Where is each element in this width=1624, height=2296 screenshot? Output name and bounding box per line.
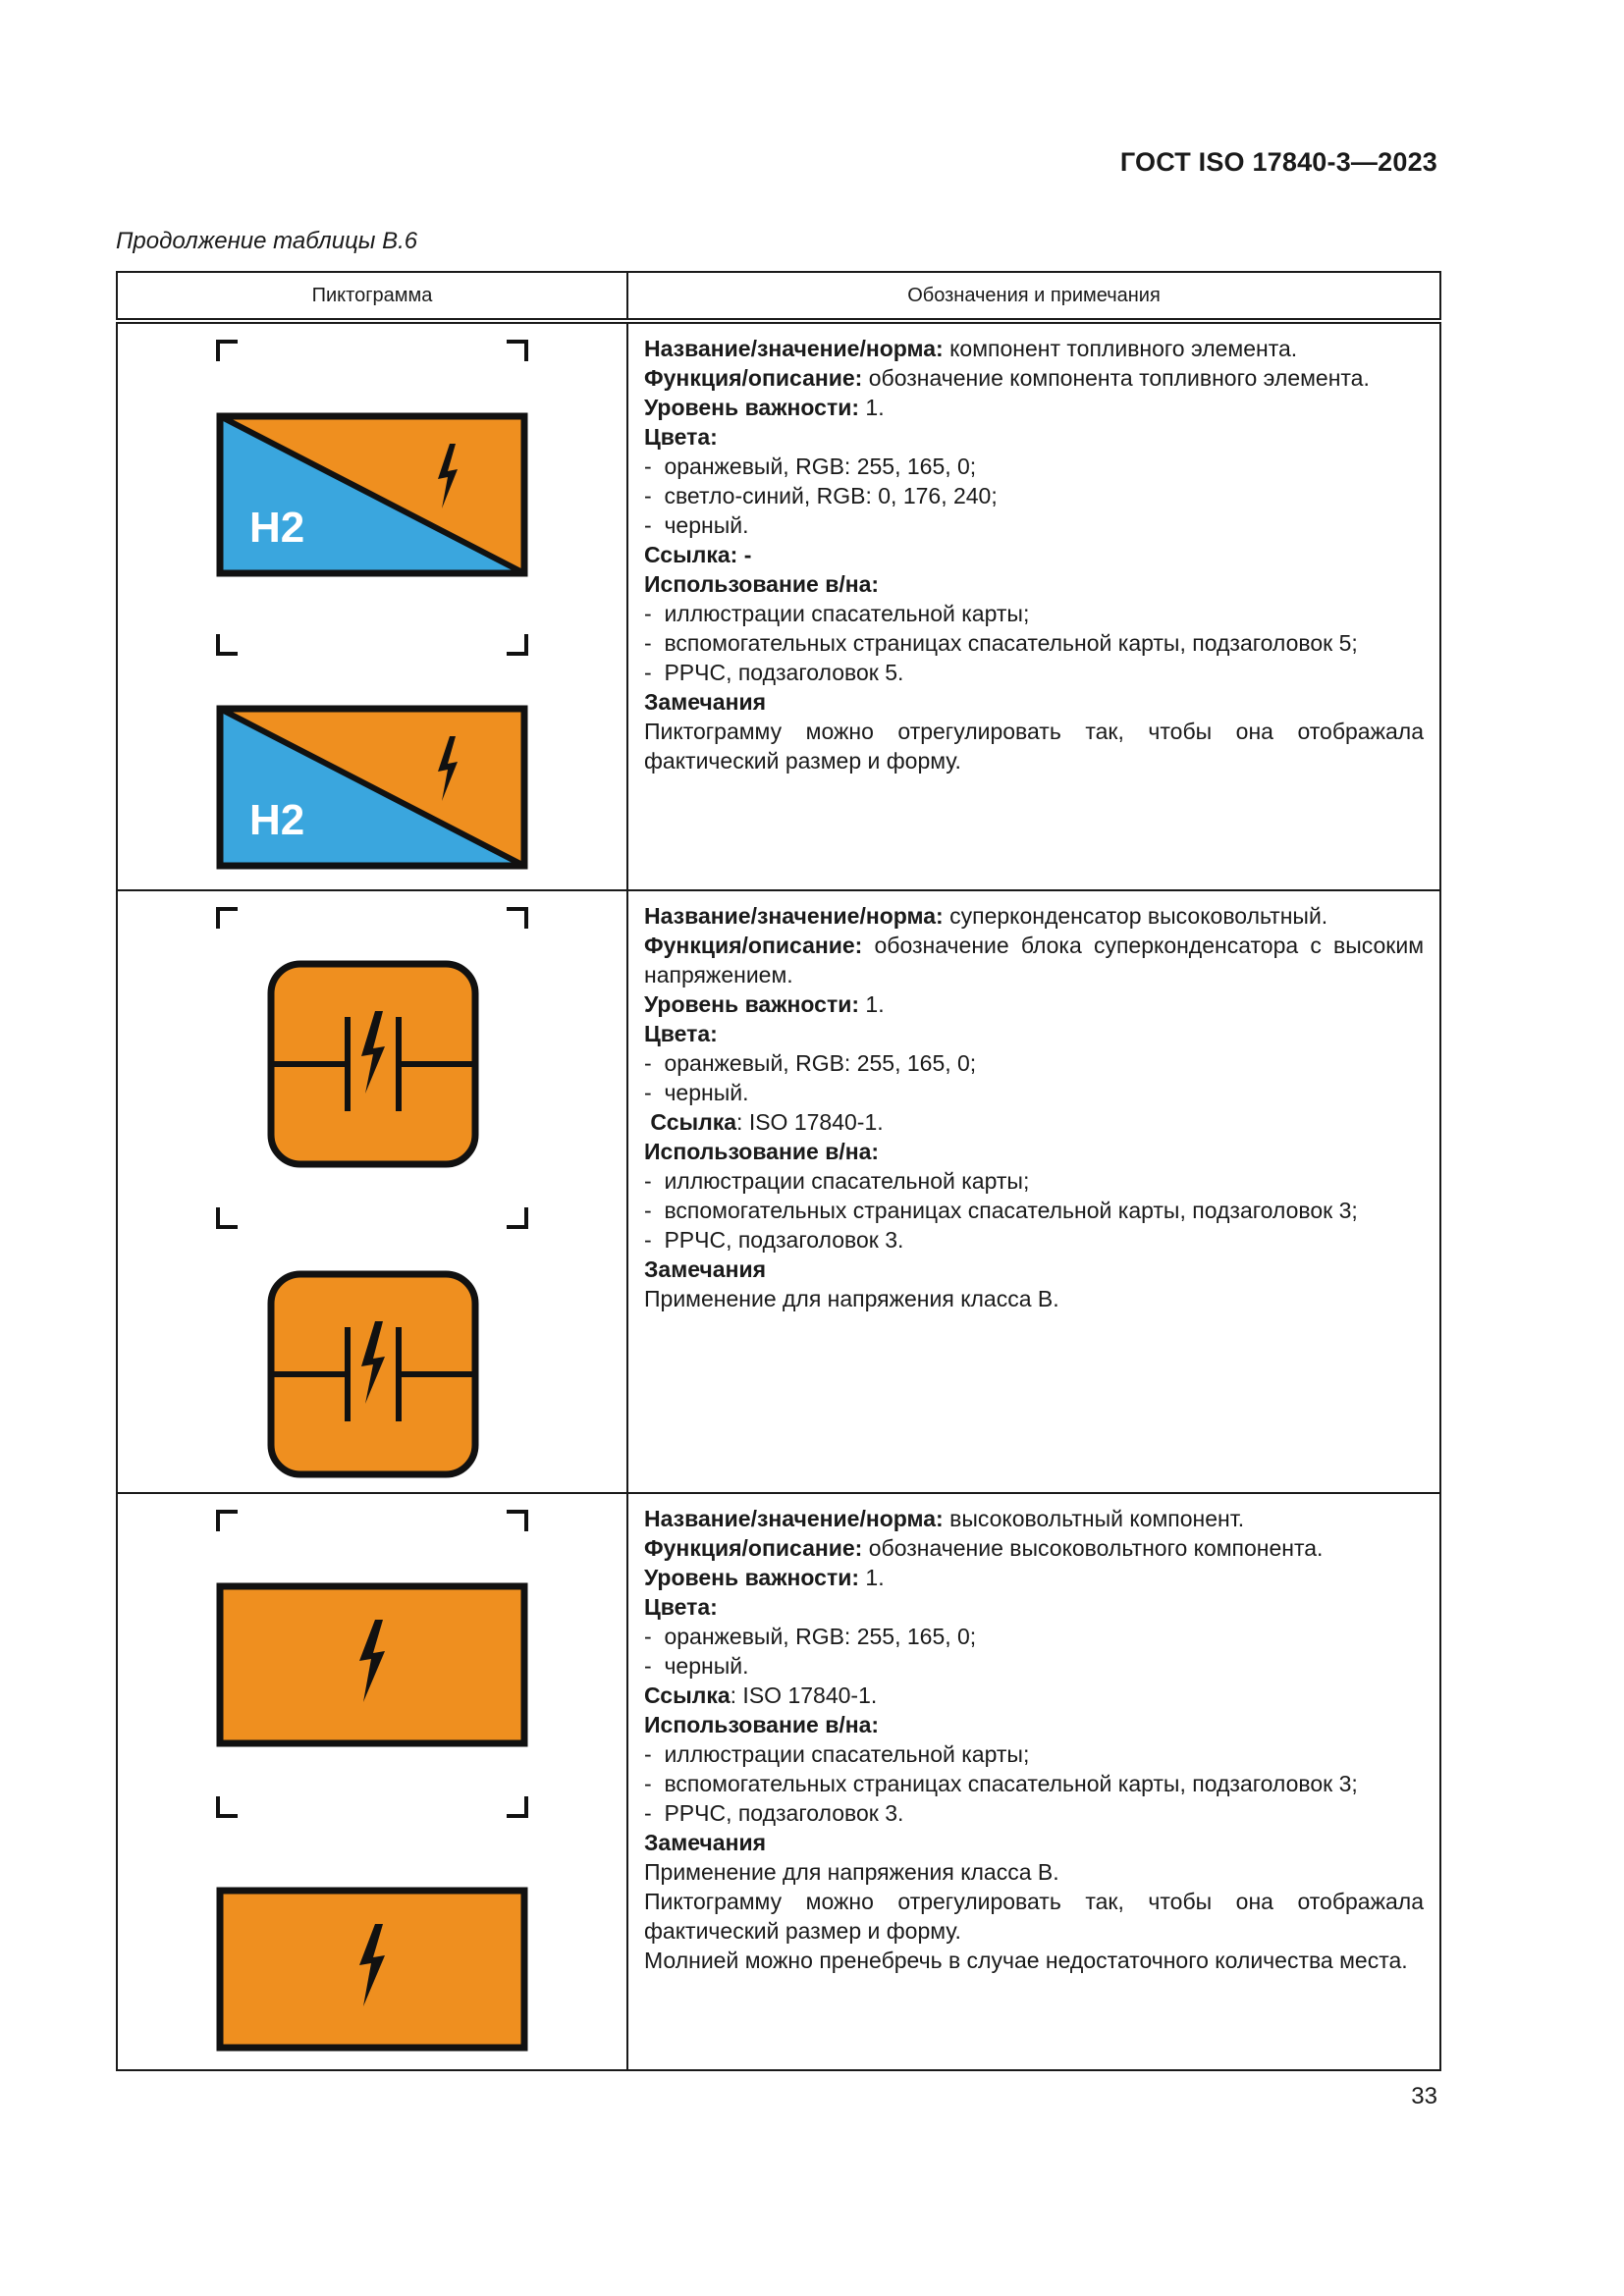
name-label: Название/значение/норма: (644, 336, 944, 361)
page-number: 33 (1411, 2083, 1437, 2109)
usage-label: Использование в/на: (644, 571, 880, 597)
color-item: - оранжевый, RGB: 255, 165, 0; (644, 1048, 1424, 1078)
remark-text: Пиктограмму можно отрегулировать так, чтобы она отображала фактический размер и форму. (644, 1889, 1424, 1944)
supercapacitor-icon-variant (271, 1274, 475, 1474)
usage-item: - РРЧС, подзаголовок 5. (644, 658, 1424, 687)
name-value: высоковольтный компонент. (949, 1506, 1245, 1531)
function-value: обозначение блока суперконденсатора с высоким напряжением. (644, 933, 1425, 988)
notes-cell (627, 1493, 1440, 2070)
colors-label: Цвета: (644, 1021, 718, 1046)
h2-label: H2 (249, 504, 305, 552)
color-item: - черный. (644, 510, 1424, 540)
color-item: - черный. (644, 1651, 1424, 1681)
usage-item: - иллюстрации спасательной карты; (644, 1739, 1424, 1769)
fuel-cell-icon (220, 416, 524, 573)
remark-text: Пиктограмму можно отрегулировать так, чтобы она отображала фактический размер и форму. (644, 719, 1424, 774)
level-label: Уровень важности: (644, 1565, 860, 1590)
remark-text: Применение для напряжения класса В. (644, 1859, 1059, 1885)
standard-code: ГОСТ ISO 17840-3—2023 (1119, 147, 1437, 177)
pictogram-table (116, 271, 1441, 2071)
table-row (117, 1493, 1440, 2070)
fuel-cell-icon-variant (220, 709, 524, 866)
function-label: Функция/описание: (644, 1535, 863, 1561)
reference-value: : ISO 17840-1. (736, 1109, 884, 1135)
remarks-label: Замечания (644, 1830, 767, 1855)
remark-text: Молнией можно пренебречь в случае недостаточного количества места. (644, 1948, 1408, 1973)
table-row (117, 321, 1440, 890)
level-label: Уровень важности: (644, 395, 860, 420)
table-header-row (117, 272, 1440, 321)
supercapacitor-pictogram (118, 891, 628, 1492)
usage-item: - вспомогательных страницах спасательной карты, подзаголовок 3; (644, 1769, 1424, 1798)
supercapacitor-icon (271, 964, 475, 1164)
name-value: суперконденсатор высоковольтный. (949, 903, 1328, 929)
level-value: 1. (865, 991, 885, 1017)
remarks-label: Замечания (644, 1256, 767, 1282)
name-value: компонент топливного элемента. (949, 336, 1298, 361)
reference-label: Ссылка (650, 1109, 737, 1135)
reference-value: : ISO 17840-1. (730, 1682, 878, 1708)
usage-label: Использование в/на: (644, 1712, 880, 1737)
pictogram-cell (117, 890, 627, 1493)
reference-label: Ссылка (644, 1682, 731, 1708)
usage-label: Использование в/на: (644, 1139, 880, 1164)
hv-component-icon-variant (220, 1891, 524, 2048)
table-row (117, 890, 1440, 1493)
colors-label: Цвета: (644, 424, 718, 450)
column-header-pictogram: Пиктограмма (117, 272, 627, 321)
notes-cell (627, 321, 1440, 890)
usage-item: - иллюстрации спасательной карты; (644, 599, 1424, 628)
usage-item: - иллюстрации спасательной карты; (644, 1166, 1424, 1196)
notes-cell (627, 890, 1440, 1493)
h2-label: H2 (249, 796, 305, 844)
color-item: - светло-синий, RGB: 0, 176, 240; (644, 481, 1424, 510)
function-label: Функция/описание: (644, 933, 863, 958)
table-caption: Продолжение таблицы В.6 (116, 228, 418, 254)
usage-item: - РРЧС, подзаголовок 3. (644, 1225, 1424, 1255)
colors-label: Цвета: (644, 1594, 718, 1620)
function-value: обозначение высоковольтного компонента. (868, 1535, 1324, 1561)
remark-text: Применение для напряжения класса В. (644, 1286, 1059, 1311)
hv-component-pictogram (118, 1494, 628, 2069)
level-value: 1. (865, 1565, 885, 1590)
pictogram-cell (117, 321, 627, 890)
column-header-notes: Обозначения и примечания (627, 272, 1440, 321)
function-label: Функция/описание: (644, 365, 863, 391)
usage-item: - РРЧС, подзаголовок 3. (644, 1798, 1424, 1828)
color-item: - черный. (644, 1078, 1424, 1107)
fuel-cell-pictogram (118, 324, 628, 889)
remarks-label: Замечания (644, 689, 767, 715)
level-value: 1. (865, 395, 885, 420)
color-item: - оранжевый, RGB: 255, 165, 0; (644, 452, 1424, 481)
name-label: Название/значение/норма: (644, 903, 944, 929)
level-label: Уровень важности: (644, 991, 860, 1017)
hv-component-icon (220, 1586, 524, 1743)
pictogram-cell (117, 1493, 627, 2070)
function-value: обозначение компонента топливного элемента. (868, 365, 1370, 391)
usage-item: - вспомогательных страницах спасательной карты, подзаголовок 5; (644, 628, 1424, 658)
reference-label: Ссылка: - (644, 542, 752, 567)
name-label: Название/значение/норма: (644, 1506, 944, 1531)
color-item: - оранжевый, RGB: 255, 165, 0; (644, 1622, 1424, 1651)
usage-item: - вспомогательных страницах спасательной карты, подзаголовок 3; (644, 1196, 1424, 1225)
